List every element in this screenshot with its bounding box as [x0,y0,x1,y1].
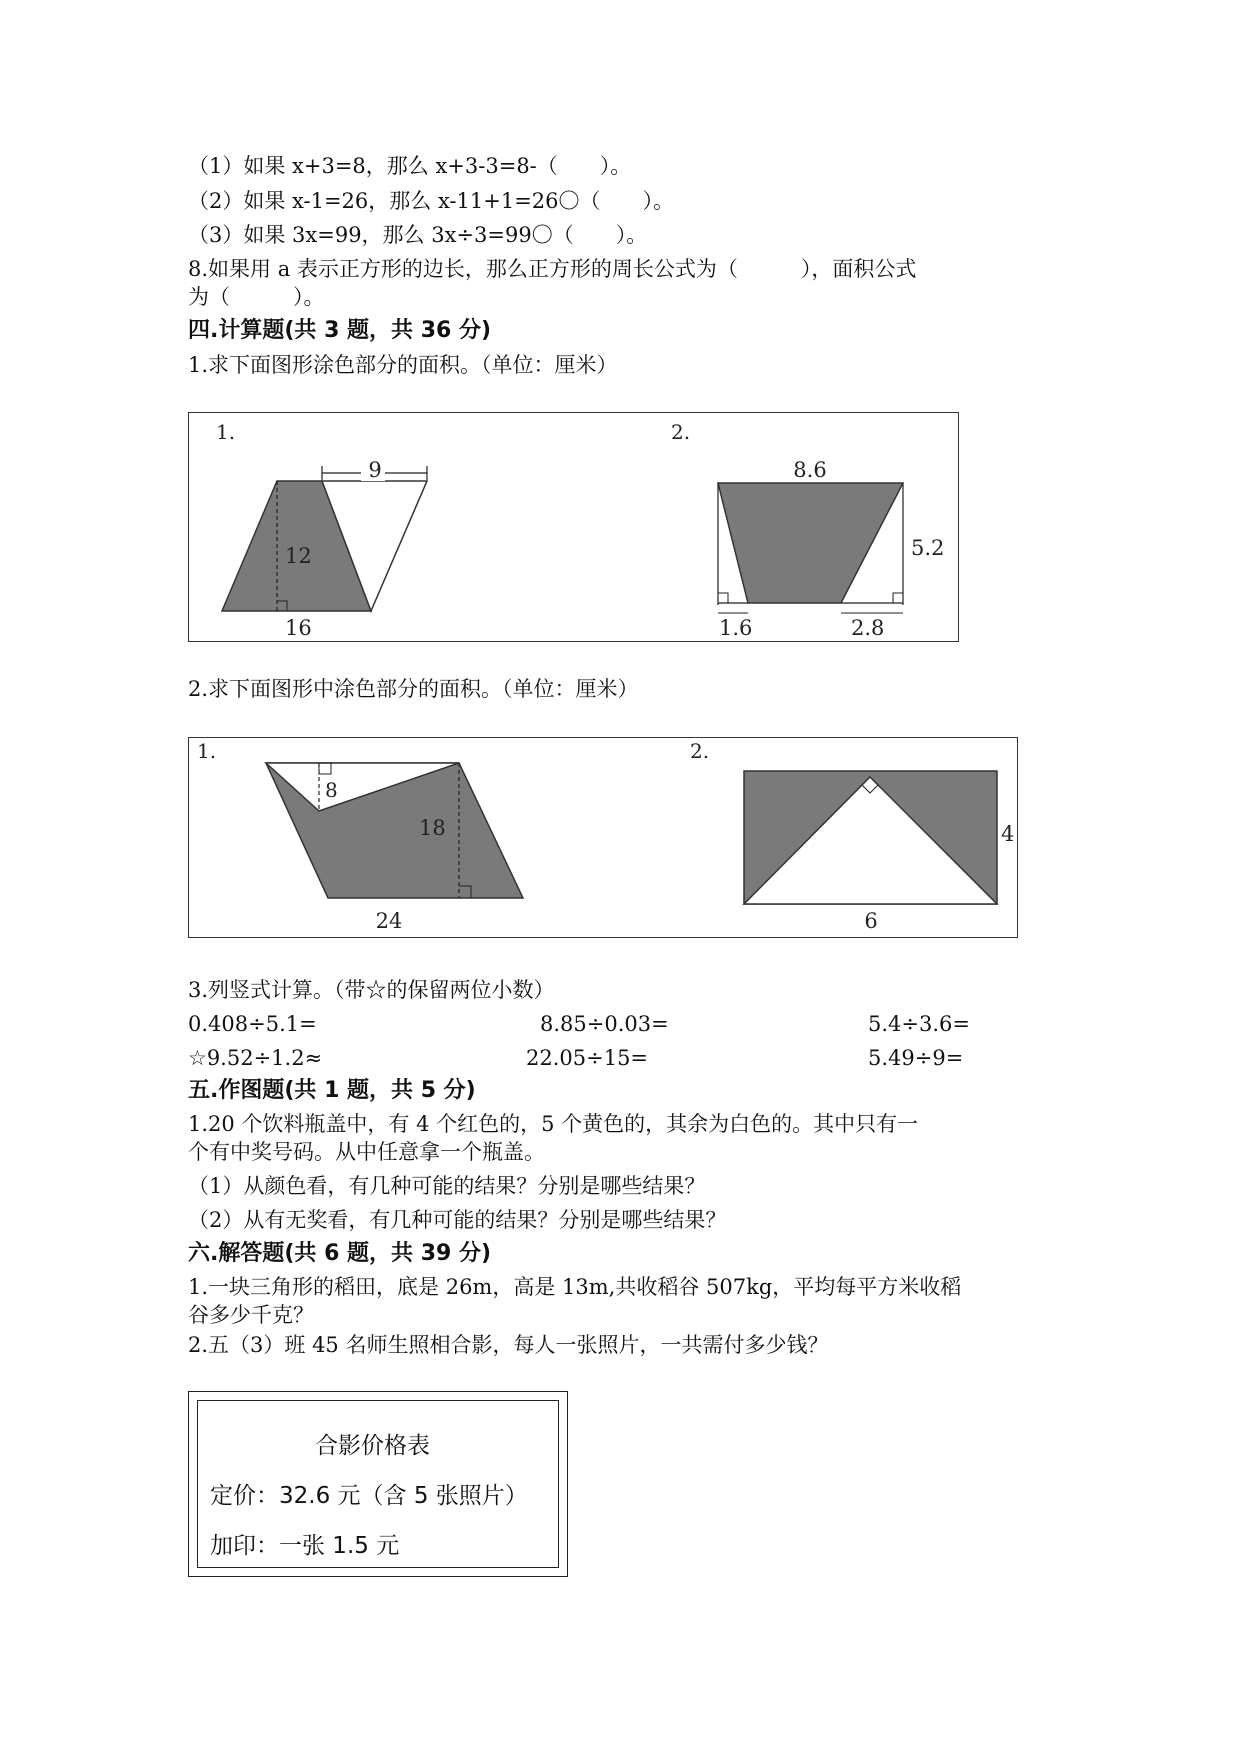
fig1-p1-height-value: 12 [285,544,312,568]
fig1-p2-height-value: 5.2 [911,536,945,560]
calc-4: ☆9.52÷1.2≈ [188,1046,323,1070]
price-table-line2: 加印：一张 1.5 元 [210,1533,400,1559]
q7-part3: （3）如果 3x=99，那么 3x÷3=99〇（ ）。 [188,223,648,247]
s4-q1-text: 1.求下面图形涂色部分的面积。（单位：厘米） [188,353,618,377]
q7-part2: （2）如果 x-1=26，那么 x-11+1=26〇（ ）。 [188,189,675,213]
fig1-p1-base-value: 16 [285,616,312,640]
s4-q3-text: 3.列竖式计算。（带☆的保留两位小数） [188,978,555,1002]
fig2-p2-base-value: 6 [864,909,878,933]
price-table-line1: 定价：32.6 元（含 5 张照片） [210,1483,528,1509]
figure-1-svg [189,413,958,641]
s5-q1-line1: 1.20 个饮料瓶盖中，有 4 个红色的，5 个黄色的，其余为白色的。其中只有一 [188,1112,919,1136]
fig1-p2-left-value: 1.6 [719,616,753,640]
fig2-p2-label: 2. [690,739,710,763]
q7-part1: （1）如果 x+3=8，那么 x+3-3=8-（ ）。 [188,154,632,178]
fig1-p1-label: 1. [216,420,236,444]
fig1-p2-top-value: 8.6 [793,458,827,482]
s6-q1-line2: 谷多少千克？ [188,1303,314,1327]
fig1-p1-top-value: 9 [368,458,382,482]
calc-2: 8.85÷0.03= [540,1012,669,1036]
figure-box-2 [188,737,1018,938]
calc-5: 22.05÷15= [526,1046,649,1070]
price-table [188,1391,568,1577]
s6-q1-line1: 1.一块三角形的稻田，底是 26m，高是 13m,共收稻谷 507kg，平均每平方米收稻 [188,1275,962,1299]
fig2-p1-inner-value: 8 [325,778,338,802]
figure-2-svg [189,738,1017,937]
fig2-p2-height-value: 4 [1001,822,1015,846]
s6-q2-text: 2.五（3）班 45 名师生照相合影，每人一张照片，一共需付多少钱？ [188,1333,829,1357]
calc-6: 5.49÷9= [868,1046,964,1070]
calc-1: 0.408÷5.1= [188,1012,317,1036]
fig1-p2-right-angle-left [718,593,728,603]
s5-q1-line2: 个有中奖号码。从中任意拿一个瓶盖。 [188,1140,545,1164]
fig2-p1-label: 1. [197,739,217,763]
fig1-p2-right-angle-right [893,593,903,603]
price-table-inner [197,1400,559,1568]
fig2-p1-base-value: 24 [375,909,403,933]
fig1-p2-right-value: 2.8 [851,616,885,640]
s5-q1-sub2: （2）从有无奖看，有几种可能的结果？分别是哪些结果？ [188,1208,727,1232]
q8-line2: 为（ ）。 [188,285,325,309]
fig1-p2-shaded-trapezoid [718,483,903,603]
s5-q1-sub1: （1）从颜色看，有几种可能的结果？分别是哪些结果？ [188,1174,706,1198]
figure-box-1 [188,412,959,642]
fig1-p2-label: 2. [671,420,691,444]
s4-q2-text: 2.求下面图形中涂色部分的面积。（单位：厘米） [188,677,639,701]
price-table-title: 合影价格表 [315,1433,430,1459]
section5-heading: 五.作图题(共 1 题，共 5 分) [188,1078,476,1103]
section4-heading: 四.计算题(共 3 题，共 36 分) [188,318,492,343]
q8-line1: 8.如果用 a 表示正方形的边长，那么正方形的周长公式为（ ），面积公式 [188,257,917,281]
fig2-p1-height-value: 18 [419,816,446,840]
calc-3: 5.4÷3.6= [868,1012,970,1036]
section6-heading: 六.解答题(共 6 题，共 39 分) [188,1241,492,1266]
